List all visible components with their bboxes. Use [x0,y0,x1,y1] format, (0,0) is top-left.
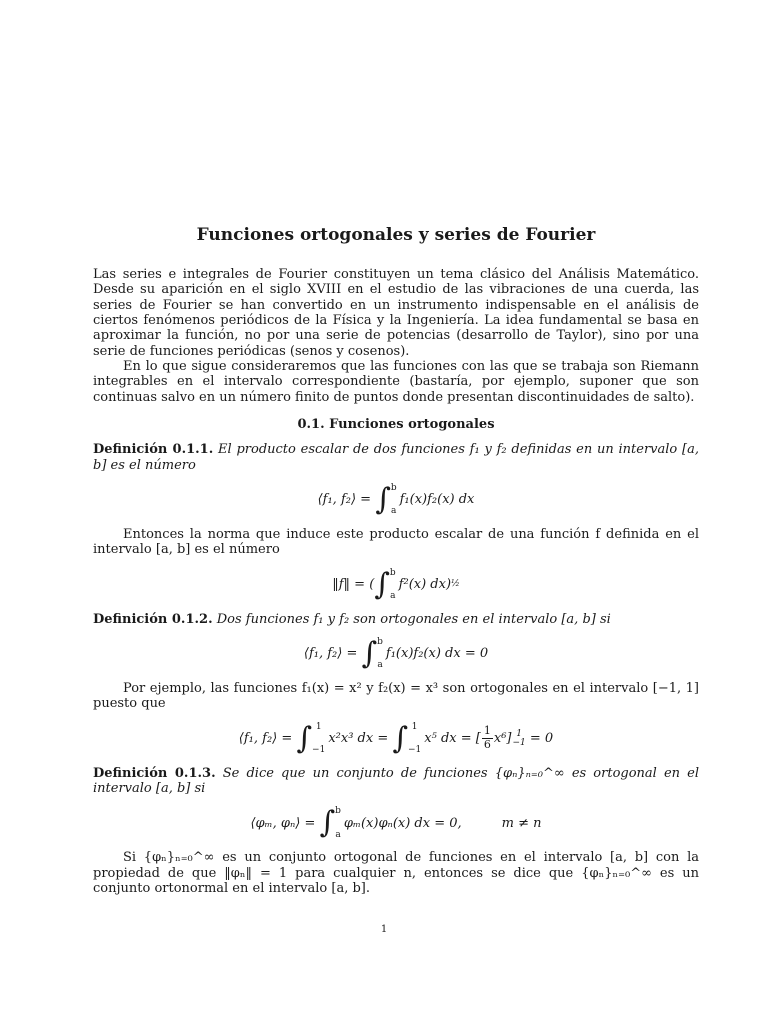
eq2-lower: a [390,591,396,602]
integral-sign: ∫ b a [361,635,383,671]
equation-orthogonal [93,637,699,671]
eval-limits [512,730,525,748]
section-heading: 0.1. Funciones ortogonales [297,417,495,432]
eq4-body2: x⁵ dx = [ [424,730,481,746]
eq2-upper: b [389,567,396,578]
integral-sign: ∫ 1 −1 [392,720,422,756]
eq5-lhs: ⟨φₘ, φₙ⟩ = [250,815,316,831]
equation-inner-product [93,483,699,517]
eq5-lower: a [335,829,341,840]
eq1-body: f₁(x)f₂(x) dx [399,492,475,508]
eq4-lower2: −1 [408,745,422,756]
fraction-numerator: 1 [483,724,491,738]
eq4-sub: −1 [512,737,526,748]
eq4-lhs: ⟨f₁, f₂⟩ = [238,730,293,746]
definition-1-text: El producto escalar de dos funciones f₁ y f₂ definidas en un intervalo [a, b] es el número [93,442,699,473]
page-number: 1 [380,924,388,935]
integral-sign: ∫ b a [374,566,396,602]
integral-sign: ∫ b a [319,805,341,841]
eq5-condition: m ≠ n [501,815,542,831]
eq4-lower1: −1 [312,745,326,756]
eq5-body: φₘ(x)φₙ(x) dx = 0, [343,815,462,831]
fraction [482,725,493,752]
page-body [93,225,699,896]
equation-example [93,722,699,756]
fraction-denominator: 6 [483,738,491,752]
eq4-body1: x²x³ dx = [328,730,389,746]
eq4-body3: x⁶] [493,730,512,746]
definition-1-label: Definición 0.1.1. [93,442,214,458]
equation-orthogonal-set [93,806,699,840]
eq2-exponent: ½ [451,579,460,590]
eq4-tail: = 0 [529,730,554,746]
intro-paragraph-2: En lo que sigue consideraremos que las funciones con las que se trabaja son Riemann integrables en el intervalo correspondiente (bastaría, por ejemplo, suponer que son continuas salvo en un número finito de puntos donde presentan discontinuidades de salto). [93,359,699,405]
eq3-body: f₁(x)f₂(x) dx = 0 [385,646,489,662]
norm-paragraph: Entonces la norma que induce este producto escalar de una función f definida en el intervalo [a, b] es el número [93,526,699,558]
eq3-lower: a [377,660,383,671]
integral-sign: ∫ 1 −1 [296,720,326,756]
intro-paragraph-1: Las series e integrales de Fourier constituyen un tema clásico del Análisis Matemático. Desde su aparición en el siglo XVIII en el estudio de las vibraciones de una cuerda, las series de Fourier se han convertido en un instrumento indispensable en el análisis de ciertos fenómenos periódicos de la Física y la Ingeniería. La idea fundamental se basa en aproximar la función, no por una serie de potencias (desarrollo de Taylor), sino por una serie de funciones periódicas (senos y cosenos). [93,267,699,359]
definition-2-text: Dos funciones f₁ y f₂ son ortogonales en el intervalo [a, b] si [216,611,611,627]
equation-norm [93,568,699,602]
eq5-upper: b [335,806,341,817]
eq4-sup: 1 [516,728,522,739]
final-paragraph: Si {φₙ}ₙ₌₀^∞ es un conjunto ortogonal de funciones en el intervalo [a, b] con la propiedad de que ‖φₙ‖ = 1 para cualquier n, entonces se dice que {φₙ}ₙ₌₀^∞ es un conjunto ortonormal en el intervalo [a, b]. [93,850,699,896]
definition-2 [93,612,699,627]
definition-1 [93,442,699,473]
eq4-upper1: 1 [315,721,322,732]
eq1-lhs: ⟨f₁, f₂⟩ = [317,492,372,508]
definition-3-label: Definición 0.1.3. [93,765,216,781]
eq3-upper: b [377,636,383,647]
definition-3-text: Se dice que un conjunto de funciones {φₙ}ₙ₌₀^∞ es ortogonal en el intervalo [a, b] si [93,765,699,796]
definition-3 [93,766,699,797]
page-title: Funciones ortogonales y series de Fourier [196,225,596,245]
eq3-lhs: ⟨f₁, f₂⟩ = [303,646,358,662]
eq2-body: f²(x) dx) [398,576,452,592]
definition-2-label: Definición 0.1.2. [93,611,213,627]
eq2-lhs: ‖f‖ = ( [332,576,375,592]
eq1-lower: a [391,506,397,517]
eq4-upper2: 1 [411,721,418,732]
integral-sign: ∫ b a [375,481,397,517]
example-paragraph: Por ejemplo, las funciones f₁(x) = x² y f₂(x) = x³ son ortogonales en el intervalo [−1, 1] puesto que [93,680,699,712]
eq1-upper: b [390,482,397,493]
